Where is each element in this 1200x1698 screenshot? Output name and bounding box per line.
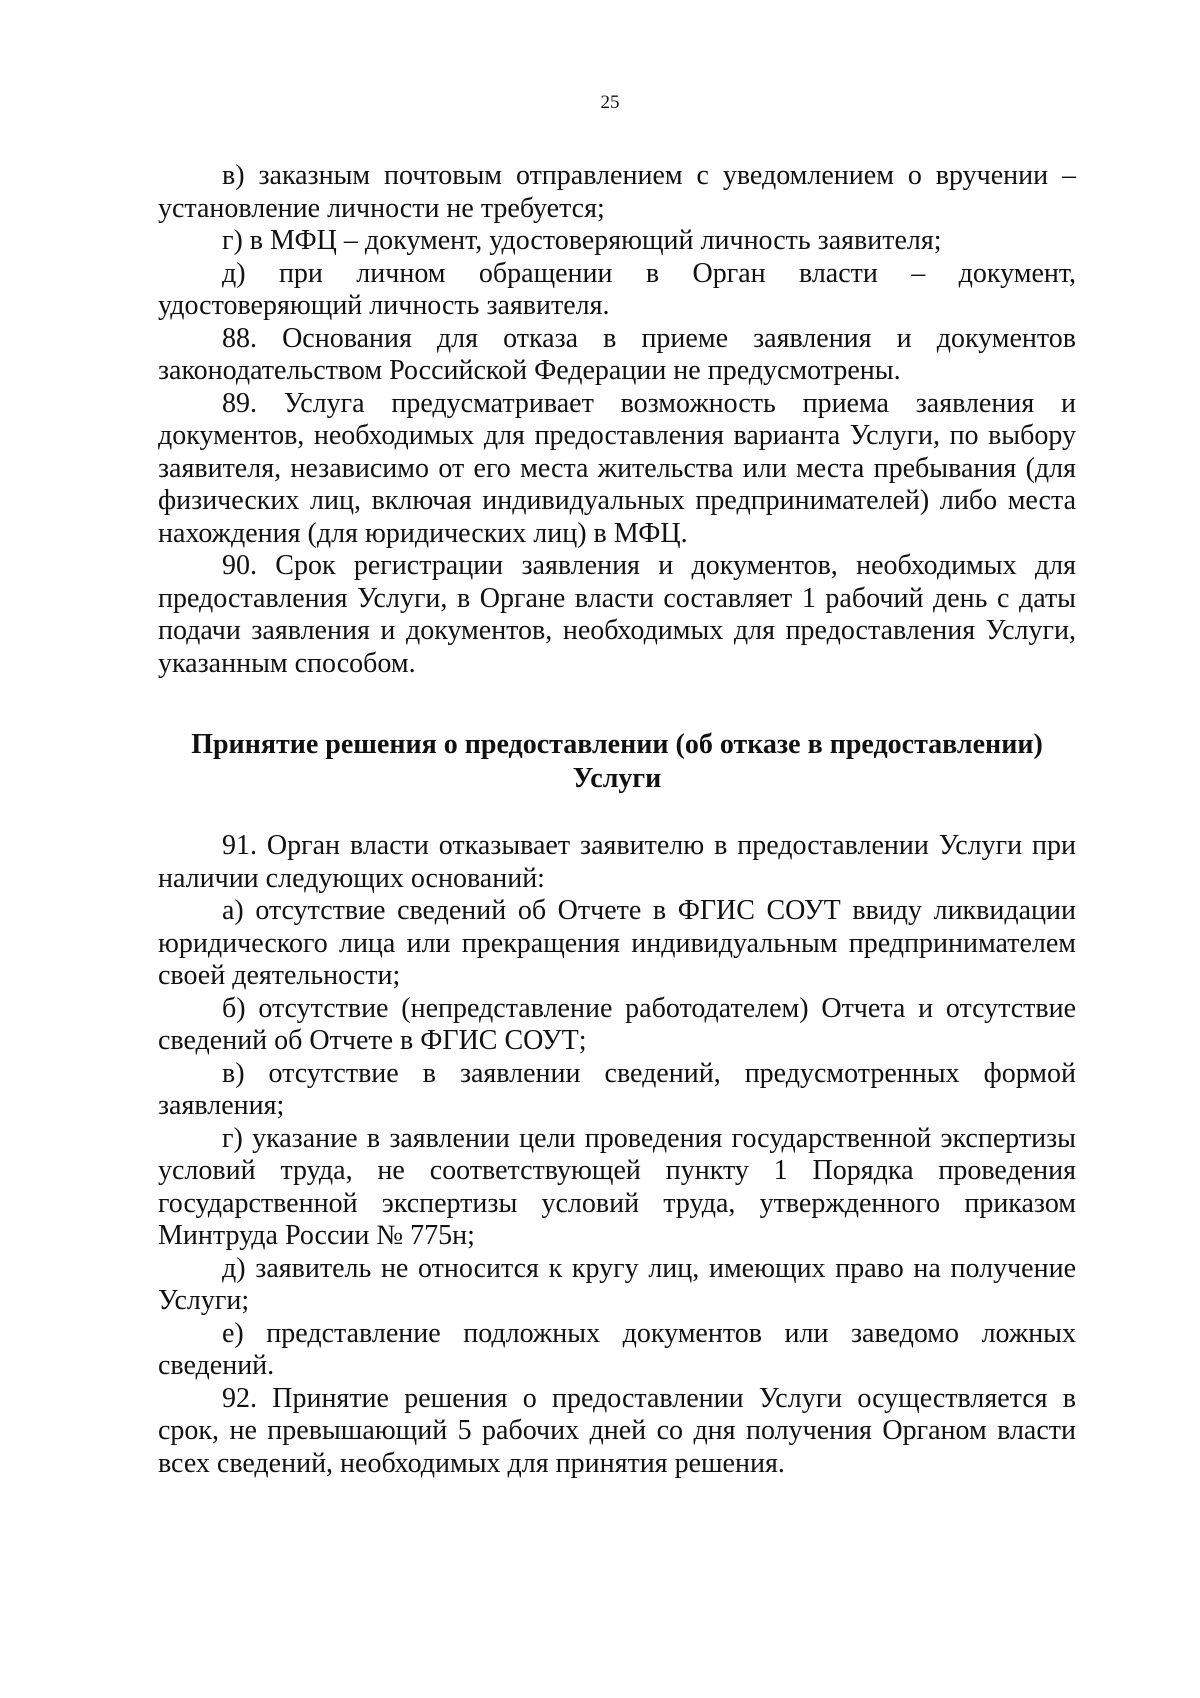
paragraph-item-v-mail: в) заказным почтовым отправлением с уведомлением о вручении – установление личности не требуется; (158, 160, 1076, 224)
paragraph-91: 91. Орган власти отказывает заявителю в предоставлении Услуги при наличии следующих оснований: (158, 830, 1076, 894)
paragraph-91-item-v: в) отсутствие в заявлении сведений, предусмотренных формой заявления; (158, 1057, 1076, 1121)
paragraph-90: 90. Срок регистрации заявления и документов, необходимых для предоставления Услуги, в Органе власти составляет 1 рабочий день с даты подачи заявления и документов, необходимых для предоставления Услуги, указанным способом. (158, 550, 1076, 679)
paragraph-91-item-g: г) указание в заявлении цели проведения государственной экспертизы условий труда, не соответствующей пункту 1 Порядка проведения государственной экспертизы условий труда, утвержденного приказом Минтруда России № 775н; (158, 1122, 1076, 1251)
document-body (158, 160, 1076, 1480)
section-heading: Принятие решения о предоставлении (об отказе в предоставлении) Услуги (191, 729, 1043, 794)
paragraph-91-item-d: д) заявитель не относится к кругу лиц, имеющих право на получение Услуги; (158, 1252, 1076, 1316)
paragraph-92: 92. Принятие решения о предоставлении Услуги осуществляется в срок, не превышающий 5 рабочих дней со дня получения Органом власти всех сведений, необходимых для принятия решения. (158, 1382, 1076, 1479)
paragraph-91-item-b: б) отсутствие (непредставление работодателем) Отчета и отсутствие сведений об Отчете в ФГИС СОУТ; (158, 992, 1076, 1056)
paragraph-88: 88. Основания для отказа в приеме заявления и документов законодательством Российской Федерации не предусмотрены. (158, 322, 1076, 386)
paragraph-item-d-personal: д) при личном обращении в Орган власти – документ, удостоверяющий личность заявителя. (158, 257, 1076, 321)
paragraph-91-item-a: а) отсутствие сведений об Отчете в ФГИС СОУТ ввиду ликвидации юридического лица или прекращения индивидуальным предпринимателем своей деятельности; (158, 895, 1076, 991)
paragraph-91-item-e: е) представление подложных документов или заведомо ложных сведений. (158, 1317, 1076, 1381)
paragraph-89: 89. Услуга предусматривает возможность приема заявления и документов, необходимых для предоставления варианта Услуги, по выбору заявителя, независимо от его места жительства или места пребывания (для физических лиц, включая индивидуальных предпринимателей) либо места нахождения (для юридических лиц) в МФЦ. (158, 387, 1076, 549)
page-number: 25 (600, 92, 620, 113)
paragraph-item-g-mfc: г) в МФЦ – документ, удостоверяющий личность заявителя; (222, 225, 942, 256)
